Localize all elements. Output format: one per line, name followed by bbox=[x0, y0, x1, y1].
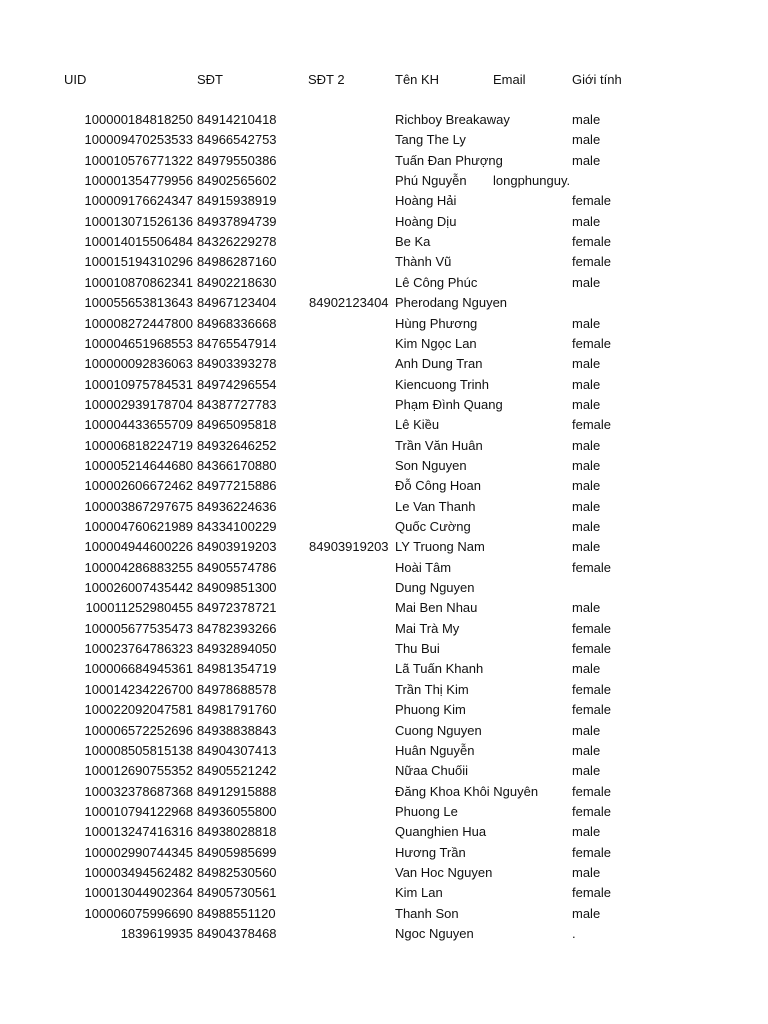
table-row bbox=[0, 539, 768, 559]
cell-uid: 100004433655709 bbox=[84, 417, 193, 433]
cell-sdt2: 84902123404 bbox=[309, 295, 389, 311]
cell-ten-kh: Dung Nguyen bbox=[395, 580, 475, 596]
cell-uid: 100013247416316 bbox=[84, 824, 193, 840]
table-row bbox=[0, 621, 768, 641]
cell-ten-kh: Kim Lan bbox=[395, 885, 443, 901]
cell-ten-kh: Son Nguyen bbox=[395, 457, 467, 473]
cell-sdt: 84334100229 bbox=[197, 519, 277, 534]
cell-uid: 100032378687368 bbox=[84, 783, 193, 799]
cell-gioi-tinh: female bbox=[572, 783, 612, 799]
cell-ten-kh: Phuong Kim bbox=[395, 702, 466, 718]
cell-uid: 100005677535473 bbox=[84, 620, 193, 636]
cell-gioi-tinh: male bbox=[572, 539, 601, 555]
cell-uid: 100005214644680 bbox=[84, 457, 193, 473]
table-row bbox=[0, 560, 768, 580]
cell-uid: 100013071526136 bbox=[84, 213, 193, 229]
cell-gioi-tinh: female bbox=[572, 844, 612, 860]
cell-gioi-tinh: male bbox=[572, 315, 601, 331]
cell-uid: 100004286883255 bbox=[84, 559, 193, 575]
cell-uid: 100000184818250 bbox=[84, 112, 193, 127]
cell-ten-kh: Hoàng Hải bbox=[395, 193, 457, 209]
table-row bbox=[0, 743, 768, 763]
cell-sdt: 84905985699 bbox=[197, 844, 277, 860]
table-row bbox=[0, 906, 768, 926]
cell-gioi-tinh: male bbox=[572, 112, 601, 127]
cell-uid: 100010975784531 bbox=[84, 376, 193, 392]
cell-sdt: 84905730561 bbox=[197, 885, 277, 901]
table-row bbox=[0, 763, 768, 783]
table-row bbox=[0, 865, 768, 885]
cell-email: longphunguy. bbox=[493, 173, 571, 189]
cell-ten-kh: Hùng Phương bbox=[395, 315, 478, 331]
cell-gioi-tinh: male bbox=[572, 722, 601, 738]
table-row bbox=[0, 458, 768, 478]
cell-ten-kh: Lê Công Phúc bbox=[395, 274, 478, 290]
cell-ten-kh: Anh Dung Tran bbox=[395, 356, 483, 372]
table-row bbox=[0, 295, 768, 315]
cell-gioi-tinh: female bbox=[572, 885, 612, 901]
cell-ten-kh: Nữaa Chuốii bbox=[395, 763, 469, 779]
cell-gioi-tinh: male bbox=[572, 661, 601, 677]
cell-sdt: 84905574786 bbox=[197, 559, 277, 575]
cell-uid: 100023764786323 bbox=[84, 641, 193, 657]
cell-uid: 100008505815138 bbox=[84, 742, 193, 758]
table-row bbox=[0, 173, 768, 193]
cell-gioi-tinh: male bbox=[572, 274, 601, 290]
cell-uid: 100003867297675 bbox=[84, 498, 193, 514]
cell-ten-kh: Hoài Tâm bbox=[395, 559, 452, 575]
cell-sdt: 84936224636 bbox=[197, 498, 277, 514]
cell-gioi-tinh: female bbox=[572, 335, 612, 351]
cell-sdt: 84765547914 bbox=[197, 335, 277, 351]
cell-uid: 100004760621989 bbox=[84, 519, 193, 534]
cell-gioi-tinh: female bbox=[572, 417, 612, 433]
cell-sdt: 84937894739 bbox=[197, 213, 277, 229]
cell-uid: 100011252980455 bbox=[85, 600, 193, 616]
cell-uid: 100002939178704 bbox=[84, 396, 193, 412]
cell-sdt: 84938838843 bbox=[197, 722, 277, 738]
cell-sdt: 84981354719 bbox=[197, 661, 277, 677]
cell-uid: 100000092836063 bbox=[84, 356, 193, 372]
cell-gioi-tinh: male bbox=[572, 498, 601, 514]
cell-uid: 100055653813643 bbox=[84, 295, 193, 311]
cell-ten-kh: Kiencuong Trinh bbox=[395, 376, 489, 392]
cell-sdt: 84909851300 bbox=[197, 580, 277, 596]
cell-uid: 100012690755352 bbox=[84, 763, 193, 779]
table-row bbox=[0, 702, 768, 722]
cell-gioi-tinh: female bbox=[572, 681, 612, 697]
table-row bbox=[0, 845, 768, 865]
cell-sdt: 84782393266 bbox=[197, 620, 277, 636]
cell-gioi-tinh: male bbox=[572, 864, 601, 880]
header-sdt: SĐT bbox=[197, 72, 223, 87]
cell-ten-kh: Hoàng Dịu bbox=[395, 213, 457, 229]
header-email: Email bbox=[493, 72, 526, 87]
cell-uid: 100002606672462 bbox=[84, 478, 193, 494]
header-sdt2: SĐT 2 bbox=[308, 72, 345, 87]
cell-uid: 100010794122968 bbox=[84, 803, 193, 819]
table-row bbox=[0, 214, 768, 234]
cell-uid: 100009470253533 bbox=[84, 132, 193, 148]
cell-ten-kh: Quốc Cường bbox=[395, 519, 471, 534]
table-row bbox=[0, 824, 768, 844]
cell-ten-kh: Huân Nguyễn bbox=[395, 742, 475, 758]
cell-sdt: 84982530560 bbox=[197, 864, 277, 880]
cell-gioi-tinh: female bbox=[572, 620, 612, 636]
cell-gioi-tinh: male bbox=[572, 478, 601, 494]
cell-ten-kh: Đỗ Công Hoan bbox=[395, 478, 481, 494]
cell-uid: 100014015506484 bbox=[84, 234, 193, 250]
cell-gioi-tinh: female bbox=[572, 254, 612, 270]
cell-uid: 100006572252696 bbox=[84, 722, 193, 738]
cell-sdt: 84986287160 bbox=[197, 254, 277, 270]
cell-uid: 100001354779956 bbox=[84, 173, 193, 189]
table-row bbox=[0, 661, 768, 681]
cell-gioi-tinh: female bbox=[572, 234, 612, 250]
cell-uid: 100014234226700 bbox=[84, 681, 193, 697]
cell-sdt: 84902565602 bbox=[197, 173, 277, 189]
cell-gioi-tinh: male bbox=[572, 376, 601, 392]
header-gioi-tinh: Giới tính bbox=[572, 72, 622, 87]
cell-ten-kh: Mai Ben Nhau bbox=[395, 600, 478, 616]
cell-uid: 100004651968553 bbox=[84, 335, 193, 351]
cell-ten-kh: Lã Tuấn Khanh bbox=[395, 661, 484, 677]
cell-ten-kh: Phú Nguyễn bbox=[395, 173, 467, 189]
cell-gioi-tinh: male bbox=[572, 132, 601, 148]
table-row bbox=[0, 193, 768, 213]
cell-ten-kh: LY Truong Nam bbox=[395, 539, 485, 555]
table-row bbox=[0, 254, 768, 274]
table-row bbox=[0, 641, 768, 661]
cell-sdt2: 84903919203 bbox=[309, 539, 389, 555]
cell-uid: 100015194310296 bbox=[84, 254, 193, 270]
cell-gioi-tinh: male bbox=[572, 437, 601, 453]
cell-sdt: 84967123404 bbox=[197, 295, 277, 311]
cell-sdt: 84932646252 bbox=[197, 437, 277, 453]
cell-gioi-tinh: female bbox=[572, 641, 612, 657]
cell-sdt: 84981791760 bbox=[197, 702, 277, 718]
cell-gioi-tinh: female bbox=[572, 559, 612, 575]
cell-sdt: 84978688578 bbox=[197, 681, 277, 697]
cell-sdt: 84966542753 bbox=[197, 132, 277, 148]
cell-sdt: 84915938919 bbox=[197, 193, 277, 209]
cell-ten-kh: Hương Trần bbox=[395, 844, 466, 860]
cell-gioi-tinh: male bbox=[572, 763, 601, 779]
cell-ten-kh: Be Ka bbox=[395, 234, 431, 250]
cell-uid: 100006684945361 bbox=[84, 661, 193, 677]
cell-ten-kh: Cuong Nguyen bbox=[395, 722, 482, 738]
cell-gioi-tinh: male bbox=[572, 213, 601, 229]
cell-gioi-tinh: male bbox=[572, 742, 601, 758]
cell-gioi-tinh: female bbox=[572, 803, 612, 819]
table-row bbox=[0, 316, 768, 336]
table-row bbox=[0, 784, 768, 804]
cell-sdt: 84904307413 bbox=[197, 742, 277, 758]
cell-ten-kh: Van Hoc Nguyen bbox=[395, 864, 493, 880]
cell-ten-kh: Phạm Đình Quang bbox=[395, 396, 503, 412]
table-row bbox=[0, 885, 768, 905]
table-row bbox=[0, 153, 768, 173]
table-row bbox=[0, 600, 768, 620]
table-row bbox=[0, 377, 768, 397]
table-row bbox=[0, 336, 768, 356]
cell-uid: 100006818224719 bbox=[84, 437, 193, 453]
cell-sdt: 84903393278 bbox=[197, 356, 277, 372]
table-row bbox=[0, 926, 768, 946]
cell-sdt: 84972378721 bbox=[197, 600, 277, 616]
table-row bbox=[0, 438, 768, 458]
cell-gioi-tinh: male bbox=[572, 519, 601, 534]
cell-uid: 100003494562482 bbox=[84, 864, 193, 880]
cell-ten-kh: Phuong Le bbox=[395, 803, 458, 819]
cell-ten-kh: Quanghien Hua bbox=[395, 824, 487, 840]
cell-ten-kh: Lê Kiều bbox=[395, 417, 440, 433]
cell-uid: 100010870862341 bbox=[84, 274, 193, 290]
cell-gioi-tinh: male bbox=[572, 905, 601, 921]
cell-uid: 100009176624347 bbox=[84, 193, 193, 209]
cell-gioi-tinh: . bbox=[572, 926, 576, 941]
header-ten-kh: Tên KH bbox=[395, 72, 440, 87]
cell-ten-kh: Pherodang Nguyen bbox=[395, 295, 508, 311]
cell-ten-kh: Kim Ngọc Lan bbox=[395, 335, 477, 351]
table-row bbox=[0, 397, 768, 417]
cell-sdt: 84914210418 bbox=[197, 112, 277, 127]
cell-uid: 100026007435442 bbox=[84, 580, 193, 596]
cell-uid: 100008272447800 bbox=[84, 315, 193, 331]
cell-ten-kh: Trần Văn Huân bbox=[395, 437, 483, 453]
table-row bbox=[0, 132, 768, 152]
cell-sdt: 84902218630 bbox=[197, 274, 277, 290]
cell-sdt: 84977215886 bbox=[197, 478, 277, 494]
cell-ten-kh: Tang The Ly bbox=[395, 132, 466, 148]
table-row bbox=[0, 478, 768, 498]
cell-sdt: 84326229278 bbox=[197, 234, 277, 250]
cell-sdt: 84968336668 bbox=[197, 315, 277, 331]
cell-sdt: 84932894050 bbox=[197, 641, 277, 657]
cell-gioi-tinh: male bbox=[572, 600, 601, 616]
cell-uid: 100006075996690 bbox=[84, 905, 193, 921]
cell-gioi-tinh: male bbox=[572, 356, 601, 372]
cell-sdt: 84965095818 bbox=[197, 417, 277, 433]
table-row bbox=[0, 356, 768, 376]
cell-ten-kh: Trần Thị Kim bbox=[395, 681, 469, 697]
cell-sdt: 84988551120 bbox=[197, 905, 276, 921]
table-row bbox=[0, 275, 768, 295]
cell-sdt: 84905521242 bbox=[197, 763, 277, 779]
header-uid: UID bbox=[64, 72, 87, 87]
table-row bbox=[0, 682, 768, 702]
cell-uid: 100002990744345 bbox=[84, 844, 193, 860]
cell-uid: 100022092047581 bbox=[84, 702, 193, 718]
table-row bbox=[0, 804, 768, 824]
cell-ten-kh: Đăng Khoa Khôi Nguyên bbox=[395, 783, 539, 799]
cell-ten-kh: Thu Bui bbox=[395, 641, 440, 657]
cell-ten-kh: Le Van Thanh bbox=[395, 498, 476, 514]
cell-sdt: 84387727783 bbox=[197, 396, 277, 412]
cell-ten-kh: Thanh Son bbox=[395, 905, 459, 921]
cell-ten-kh: Mai Trà My bbox=[395, 620, 460, 636]
cell-gioi-tinh: male bbox=[572, 152, 601, 168]
cell-ten-kh: Thành Vũ bbox=[395, 254, 452, 270]
cell-sdt: 84903919203 bbox=[197, 539, 277, 555]
cell-uid: 100013044902364 bbox=[84, 885, 193, 901]
table-row bbox=[0, 234, 768, 254]
table-row bbox=[0, 580, 768, 600]
cell-ten-kh: Ngoc Nguyen bbox=[395, 926, 474, 941]
cell-gioi-tinh: male bbox=[572, 824, 601, 840]
cell-gioi-tinh: male bbox=[572, 396, 601, 412]
cell-sdt: 84979550386 bbox=[197, 152, 277, 168]
cell-gioi-tinh: female bbox=[572, 193, 612, 209]
table-row bbox=[0, 417, 768, 437]
cell-uid: 1839619935 bbox=[120, 926, 193, 941]
table-row bbox=[0, 723, 768, 743]
cell-ten-kh: Richboy Breakaway bbox=[395, 112, 510, 127]
cell-uid: 100004944600226 bbox=[84, 539, 193, 555]
cell-sdt: 84936055800 bbox=[197, 803, 277, 819]
cell-sdt: 84938028818 bbox=[197, 824, 277, 840]
table-row bbox=[0, 519, 768, 539]
cell-sdt: 84904378468 bbox=[197, 926, 277, 941]
cell-sdt: 84912915888 bbox=[197, 783, 277, 799]
cell-sdt: 84974296554 bbox=[197, 376, 277, 392]
cell-gioi-tinh: male bbox=[572, 457, 601, 473]
table-row bbox=[0, 499, 768, 519]
cell-uid: 100010576771322 bbox=[84, 152, 193, 168]
cell-ten-kh: Tuấn Đan Phượng bbox=[395, 152, 503, 168]
table-row bbox=[0, 112, 768, 132]
cell-sdt: 84366170880 bbox=[197, 457, 277, 473]
cell-gioi-tinh: female bbox=[572, 702, 612, 718]
